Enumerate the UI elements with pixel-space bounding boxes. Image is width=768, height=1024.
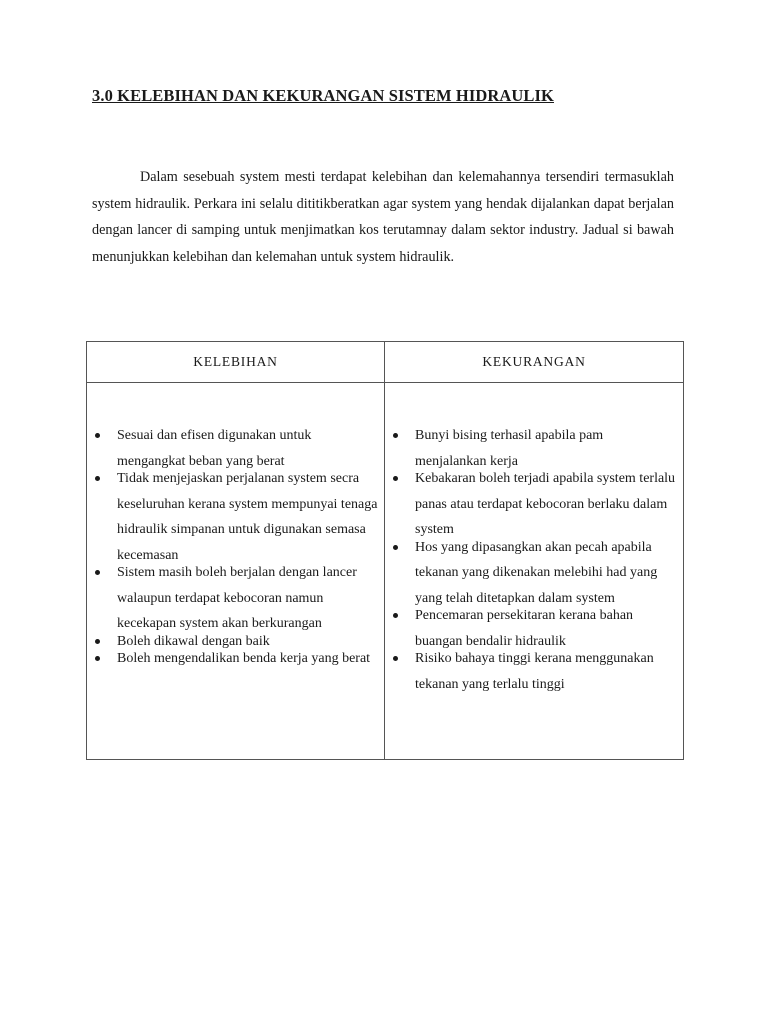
list-item-text: Sesuai dan efisen digunakan untuk mengangkat beban yang berat <box>117 428 312 469</box>
intro-paragraph: Dalam sesebuah system mesti terdapat kelebihan dan kelemahannya tersendiri termasuklah system hidraulik. Perkara ini selalu dititikberatkan agar system yang hendak dijalankan dapat berjalan dengan lancer di samping untuk menjimatkan kos terutamnay dalam sektor industry. Jadual si bawah menunjukkan kelebihan dan kelemahan untuk system hidraulik. <box>92 169 674 265</box>
header-kelebihan: KELEBIHAN <box>87 342 385 383</box>
kelebihan-list <box>87 383 384 672</box>
list-item-text: Risiko bahaya tinggi kerana menggunakan tekanan yang terlalu tinggi <box>415 651 654 692</box>
list-item <box>93 560 378 637</box>
bullet-icon <box>393 545 398 550</box>
list-item-text: Sistem masih boleh berjalan dengan lancer walaupun terdapat kebocoran namun kecekapan system akan berkurangan <box>117 565 357 631</box>
list-item <box>93 646 378 672</box>
kekurangan-list <box>385 383 683 697</box>
bullet-icon <box>95 639 100 644</box>
list-item <box>391 646 677 697</box>
list-item-text: Boleh mengendalikan benda kerja yang berat <box>117 651 371 666</box>
bullet-icon <box>95 656 100 661</box>
table-header-row <box>87 342 684 383</box>
list-item <box>391 466 677 543</box>
comparison-table <box>86 341 684 760</box>
bullet-icon <box>95 433 100 438</box>
section-heading: 3.0 KELEBIHAN DAN KEKURANGAN SISTEM HIDRAULIK <box>92 86 554 105</box>
bullet-icon <box>393 433 398 438</box>
list-item-text: Bunyi bising terhasil apabila pam menjalankan kerja <box>415 428 604 469</box>
bullet-icon <box>95 476 100 481</box>
bullet-icon <box>393 613 398 618</box>
header-kekurangan: KEKURANGAN <box>385 342 684 383</box>
list-item <box>93 466 378 568</box>
bullet-icon <box>393 476 398 481</box>
list-item-text: Tidak menjejaskan perjalanan system secra keseluruhan kerana system mempunyai tenaga hidraulik simpanan untuk digunakan semasa kecemasan <box>117 471 378 563</box>
table-body-row <box>87 383 684 760</box>
bullet-icon <box>95 570 100 575</box>
kekurangan-cell <box>385 383 684 760</box>
list-item <box>391 535 677 612</box>
list-item-text: Boleh dikawal dengan baik <box>117 633 270 649</box>
list-item-text: Pencemaran persekitaran kerana bahan buangan bendalir hidraulik <box>415 608 634 649</box>
list-item-text: Hos yang dipasangkan akan pecah apabila tekanan yang dikenakan melebihi had yang yang telah ditetapkan dalam system <box>415 539 658 606</box>
list-item-text: Kebakaran boleh terjadi apabila system terlalu panas atau terdapat kebocoran berlaku dalam system <box>415 471 676 537</box>
kelebihan-cell <box>87 383 385 760</box>
bullet-icon <box>393 656 398 661</box>
